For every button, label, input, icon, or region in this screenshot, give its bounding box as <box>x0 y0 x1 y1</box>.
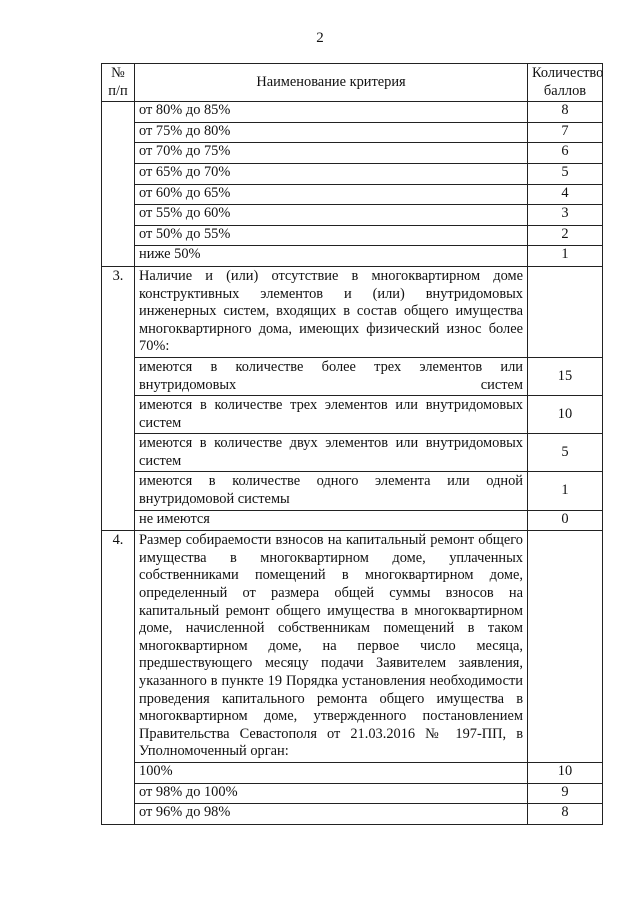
table-row <box>102 434 603 472</box>
criterion-text: от 98% до 100% <box>135 783 528 804</box>
points-value: 0 <box>528 510 603 531</box>
points-value: 5 <box>528 163 603 184</box>
criterion-text: имеются в количестве трех элементов или внутридомовых систем <box>135 396 528 434</box>
page-number: 2 <box>316 30 324 46</box>
points-value: 6 <box>528 143 603 164</box>
points-value: 15 <box>528 357 603 395</box>
table-header-row <box>102 64 603 102</box>
section-3-title-row <box>102 266 603 357</box>
section-4-num: 4. <box>102 531 135 825</box>
points-value: 8 <box>528 102 603 123</box>
table-row <box>102 804 603 825</box>
criterion-text: от 75% до 80% <box>135 122 528 143</box>
points-value: 10 <box>528 396 603 434</box>
table-row <box>102 246 603 267</box>
table-row <box>102 205 603 226</box>
points-value: 1 <box>528 246 603 267</box>
header-points: Количество баллов <box>528 64 603 102</box>
section-3-title: Наличие и (или) отсутствие в многоквартирном доме конструктивных элементов и (или) внутридомовых инженерных систем, входящих в состав общего имущества многоквартирного дома, имеющих физический износ более 70%: <box>135 266 528 357</box>
table-row <box>102 783 603 804</box>
criterion-text: ниже 50% <box>135 246 528 267</box>
criterion-text: от 65% до 70% <box>135 163 528 184</box>
criterion-text: от 55% до 60% <box>135 205 528 226</box>
table-row <box>102 762 603 783</box>
section-3-num: 3. <box>102 266 135 530</box>
criterion-text: имеются в количестве более трех элементов или внутридомовых систем <box>135 357 528 395</box>
header-num: № п/п <box>102 64 135 102</box>
points-value: 2 <box>528 225 603 246</box>
points-value: 7 <box>528 122 603 143</box>
table-row <box>102 510 603 531</box>
criterion-text: имеются в количестве одного элемента или одной внутридомовой системы <box>135 472 528 510</box>
criterion-text: 100% <box>135 762 528 783</box>
criterion-text: от 50% до 55% <box>135 225 528 246</box>
section-4-title: Размер собираемости взносов на капитальный ремонт общего имущества в многоквартирном доме, уплаченных собственниками помещений в многоквартирном доме, определенный от размера общей суммы взносов на капитальный ремонт общего имущества в многоквартирном доме, начисленной собственникам помещений в таком многоквартирном доме, на первое число месяца, предшествующего месяцу подачи Заявителем заявления, указанного в пункте 19 Порядка установления необходимости проведения капитального ремонта общего имущества в многоквартирном доме, утвержденного постановлением Правительства Севастополя от 21.03.2016 № 197-ПП, в Уполномоченный орган: <box>135 531 528 763</box>
points-value: 9 <box>528 783 603 804</box>
points-value: 5 <box>528 434 603 472</box>
criterion-text: не имеются <box>135 510 528 531</box>
points-value: 10 <box>528 762 603 783</box>
criterion-text: имеются в количестве двух элементов или внутридомовых систем <box>135 434 528 472</box>
criterion-text: от 80% до 85% <box>135 102 528 123</box>
criterion-text: от 60% до 65% <box>135 184 528 205</box>
points-value: 1 <box>528 472 603 510</box>
table-row <box>102 472 603 510</box>
table-row <box>102 184 603 205</box>
empty-points-cell <box>528 531 603 763</box>
table-row <box>102 396 603 434</box>
header-name: Наименование критерия <box>135 64 528 102</box>
criterion-text: от 70% до 75% <box>135 143 528 164</box>
criterion-text: от 96% до 98% <box>135 804 528 825</box>
table-row <box>102 143 603 164</box>
table-row <box>102 102 603 123</box>
criteria-table <box>101 63 603 825</box>
table-row <box>102 163 603 184</box>
table-row <box>102 225 603 246</box>
table-row <box>102 357 603 395</box>
points-value: 3 <box>528 205 603 226</box>
empty-points-cell <box>528 266 603 357</box>
points-value: 8 <box>528 804 603 825</box>
row-num-empty <box>102 102 135 267</box>
table-row <box>102 122 603 143</box>
section-4-title-row <box>102 531 603 763</box>
points-value: 4 <box>528 184 603 205</box>
